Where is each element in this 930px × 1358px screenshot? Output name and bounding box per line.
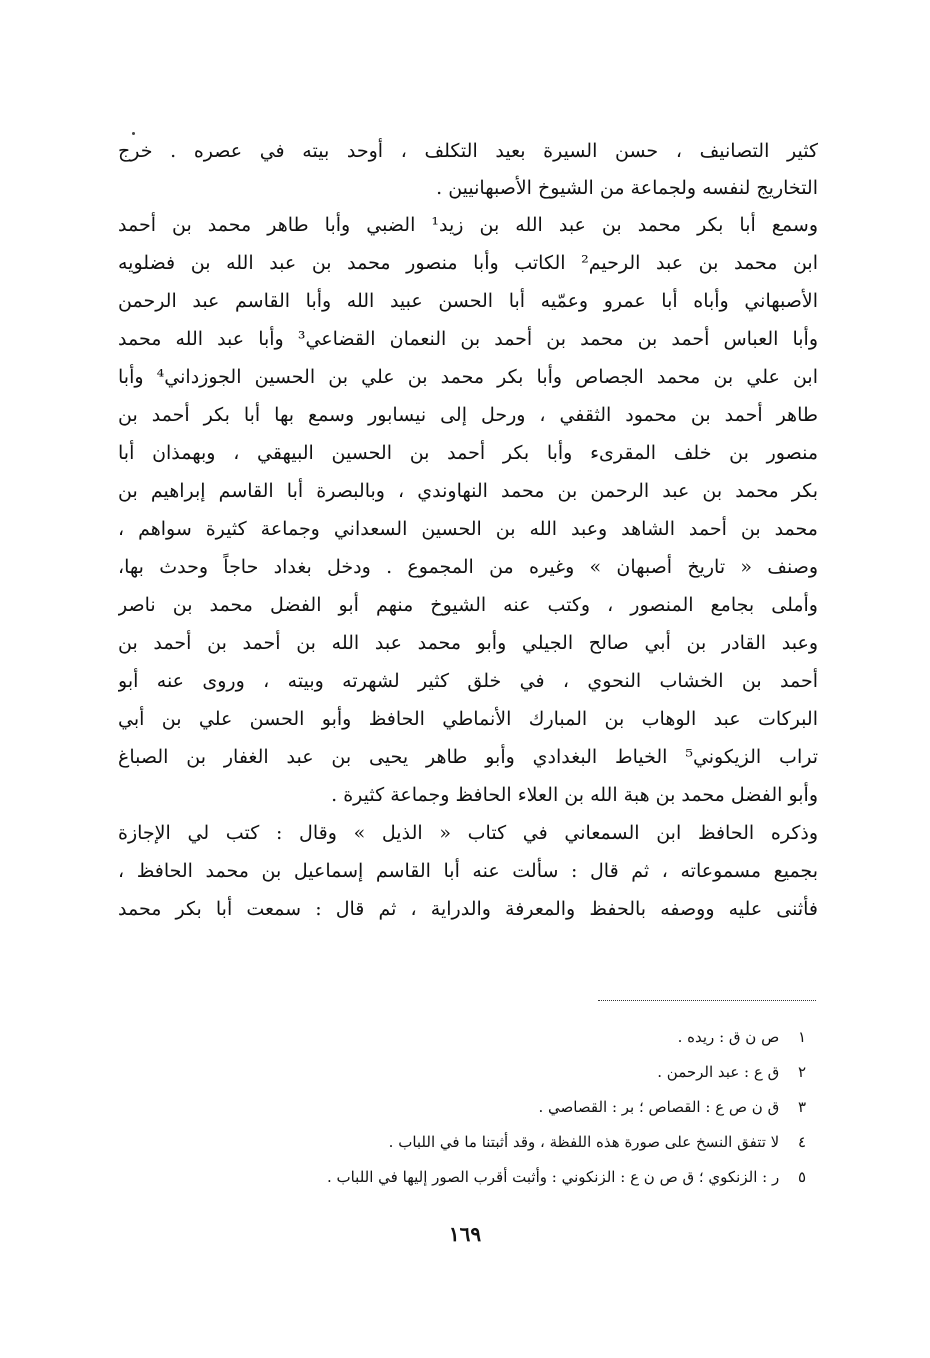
footnote [166,1166,806,1190]
body-line: وذكره الحافظ ابن السمعاني في كتاب « الذيل » وقال : كتب لي الإجازة [118,822,818,844]
body-line: ابن علي بن محمد الجصاص وأبا بكر محمد بن علي بن الحسين الجوزداني⁴ وأبا [118,366,818,388]
body-line: وصنف « تاريخ أصبهان » وغيره من المجموع . ودخل بغداد حاجاً وحدث بها، [118,556,818,578]
footnote-number: ٢ [797,1063,806,1081]
footnote-number: ١ [797,1028,806,1046]
footnote-text: ق ع : عبد الرحمن . [657,1063,780,1081]
body-line: التخاريج لنفسه ولجماعة من الشيوخ الأصبهانيين . [436,177,818,199]
footnote-number: ٣ [797,1098,806,1116]
body-line: وأبو الفضل محمد بن هبة الله بن العلاء الحافظ وجماعة كثيرة . [331,784,818,806]
footnote-text: لا تتفق النسخ على صورة هذه اللفظة ، وقد أثبتنا ما في اللباب . [388,1133,780,1151]
footnote-text: ص ن ق : ريده . [677,1028,780,1046]
footnote-text: ق ن ص ع : القصاص ؛ بر : القصاصي . [538,1098,780,1116]
page-number: ١٦٩ [448,1222,482,1246]
body-line: وسمع أبا بكر محمد بن عبد الله بن زيد¹ الضبي وأبا طاهر محمد بن أحمد [118,214,818,236]
body-line: منصور بن خلف المقرىء وأبا بكر أحمد بن الحسين البيهقي ، وبهمذان أبا [118,442,818,464]
body-line: أحمد بن الخشاب النحوي ، في خلق كثير لشهرته وبيته ، وروى عنه أبو [118,670,818,692]
body-line: وأملى بجامع المنصور ، وكتب عنه الشيوخ منهم أبو الفضل محمد بن ناصر [118,594,818,616]
footnote-number: ٤ [797,1133,806,1151]
footnote-text: ر : الزنكوي ؛ ق ص ن ع : الزنكوني : وأثبت أقرب الصور إليها في اللباب . [326,1168,780,1186]
body-line: فأثنى عليه ووصفه بالحفظ والمعرفة والدراية ، ثم قال : سمعت أبا بكر محمد [118,898,818,920]
footnote [166,1026,806,1050]
footnote [166,1131,806,1155]
body-line: ابن محمد بن عبد الرحيم² الكاتب وأبا منصور محمد بن عبد الله بن فضلويه [118,252,818,274]
body-line: البركات عبد الوهاب بن المبارك الأنماطي الحافظ وأبو الحسن علي بن أبي [118,708,818,730]
body-line: وعبد القادر بن أبي صالح الجيلي وأبو محمد عبد الله بن أحمد بن أحمد بن [118,632,818,654]
body-line: الأصبهاني وأباه أبا عمرو وعمّيه أبا الحسن عبيد الله وأبا القاسم عبد الرحمن [118,290,818,312]
footnote-number: ٥ [797,1168,806,1186]
margin-dot [132,132,135,135]
body-line: كثير التصانيف ، حسن السيرة بعيد التكلف ، أوحد بيته في عصره . خرج [118,140,818,162]
body-line: بكر محمد بن عبد الرحمن بن محمد النهاوندي ، وبالبصرة أبا القاسم إبراهيم بن [118,480,818,502]
footnote-separator [598,1000,816,1001]
body-line: طاهر أحمد بن محمود الثقفي ، ورحل إلى نيسابور وسمع بها أبا بكر أحمد بن [118,404,818,426]
body-line: بجميع مسموعاته ، ثم قال : سألت عنه أبا القاسم إسماعيل بن محمد الحافظ ، [118,860,818,882]
body-line: وأبا العباس أحمد بن محمد بن أحمد بن النعمان القضاعي³ وأبا عبد الله محمد [118,328,818,350]
body-line: محمد بن أحمد الشاهد وعبد الله بن الحسين السعداني وجماعة كثيرة سواهم ، [118,518,818,540]
footnote [166,1096,806,1120]
footnote [166,1061,806,1085]
body-line: تراب الزيكوني⁵ الخياط البغدادي وأبو طاهر يحيى بن عبد الغفار بن الصباغ [118,746,818,768]
